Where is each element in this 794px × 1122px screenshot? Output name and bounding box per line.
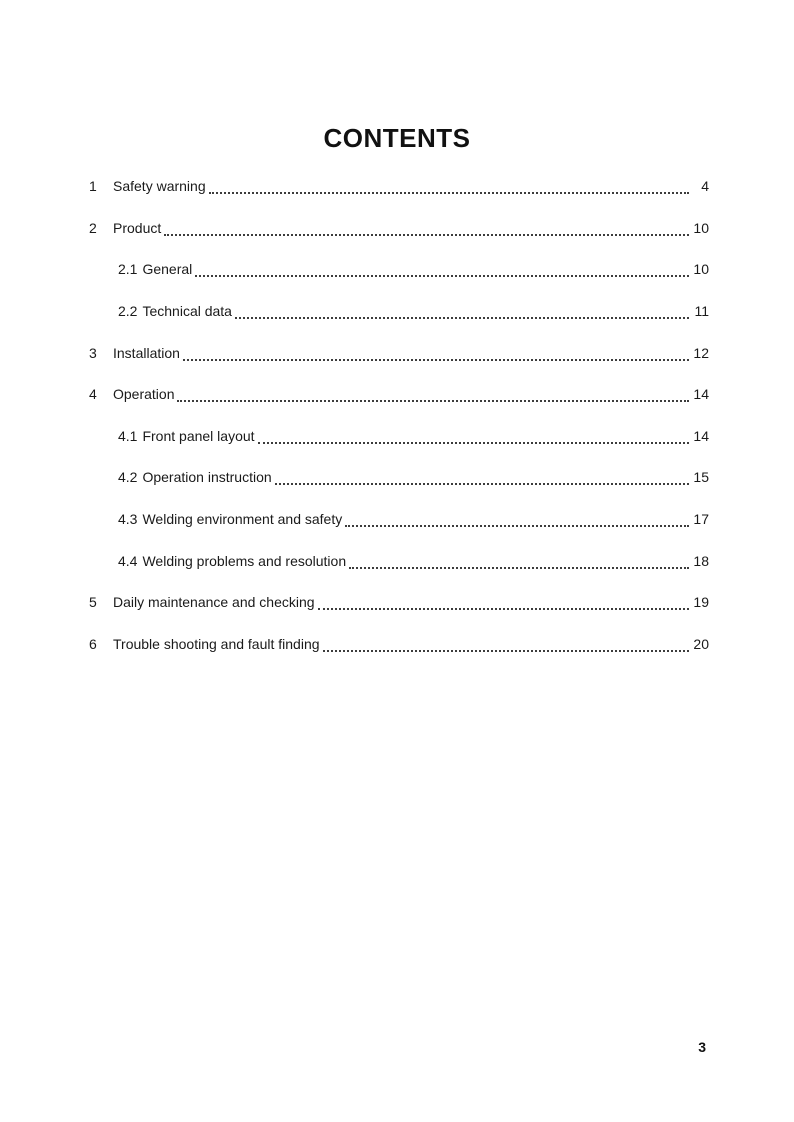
dot-leader (323, 635, 689, 652)
toc-entry (89, 593, 709, 635)
toc-entry (89, 260, 709, 302)
toc-entry-page-number: 12 (693, 344, 709, 361)
toc-entry-number: 1 (89, 178, 97, 194)
toc-entry (89, 510, 709, 552)
dot-leader (164, 219, 689, 236)
toc-entry-page-number: 11 (694, 302, 709, 319)
dot-leader (235, 302, 689, 319)
toc-entry-number: 6 (89, 636, 97, 653)
toc-entry-label: Operation instruction (142, 469, 272, 486)
toc-entry (89, 385, 709, 427)
toc-entry-label: Technical data (142, 302, 232, 319)
toc-entry-number: 2.1 (118, 261, 138, 278)
toc-entry-page-number: 20 (693, 636, 709, 653)
toc-entry-number: 2 (89, 219, 97, 236)
dot-leader (183, 344, 689, 361)
dot-leader (258, 427, 689, 444)
toc-entry-number: 3 (89, 344, 97, 361)
toc-entry (89, 427, 709, 469)
toc-entry-label: Trouble shooting and fault finding (113, 636, 320, 653)
toc-entry-label: Daily maintenance and checking (113, 594, 315, 611)
toc-entry-label: Welding environment and safety (142, 511, 343, 528)
dot-leader (195, 260, 689, 277)
dot-leader (345, 510, 689, 527)
toc-entry (89, 302, 709, 344)
toc-entry-page-number: 10 (693, 219, 709, 236)
toc-entry-label: Installation (113, 344, 180, 361)
dot-leader (318, 593, 689, 610)
footer-page-number: 3 (698, 1039, 706, 1055)
toc-entry-number: 4.3 (118, 511, 138, 528)
toc-entry-page-number: 14 (693, 427, 709, 444)
toc-entry-page-number: 10 (693, 261, 709, 278)
toc-entry-number: 4.4 (118, 552, 138, 569)
toc-entry-label: General (142, 261, 193, 278)
toc-entry (89, 177, 709, 219)
toc-entry-page-number: 19 (693, 594, 709, 611)
toc-entry-number: 4 (89, 386, 97, 403)
toc-entry-number: 2.2 (118, 302, 138, 319)
toc-entry-label: Welding problems and resolution (142, 552, 347, 569)
toc-entry-page-number: 18 (693, 552, 709, 569)
toc-entry-label: Safety warning (113, 178, 206, 194)
toc-entry-number: 4.1 (118, 427, 138, 444)
toc-entry-number: 4.2 (118, 469, 138, 486)
toc-entry-page-number: 17 (693, 511, 709, 528)
toc-entry-number: 5 (89, 594, 97, 611)
toc-entry-page-number: 15 (693, 469, 709, 486)
toc-entry (89, 344, 709, 386)
dot-leader (275, 468, 689, 485)
toc-entry (89, 219, 709, 261)
table-of-contents (89, 177, 709, 677)
toc-entry (89, 552, 709, 594)
toc-entry-label: Product (113, 219, 162, 236)
toc-entry-label: Front panel layout (142, 427, 255, 444)
toc-entry-page-number: 14 (693, 386, 709, 403)
toc-entry-page-number: 4 (701, 178, 709, 194)
dot-leader (209, 177, 689, 194)
dot-leader (349, 552, 689, 569)
toc-entry (89, 468, 709, 510)
toc-entry (89, 635, 709, 677)
dot-leader (177, 385, 689, 402)
toc-entry-label: Operation (113, 386, 175, 403)
page-title: CONTENTS (323, 123, 471, 153)
